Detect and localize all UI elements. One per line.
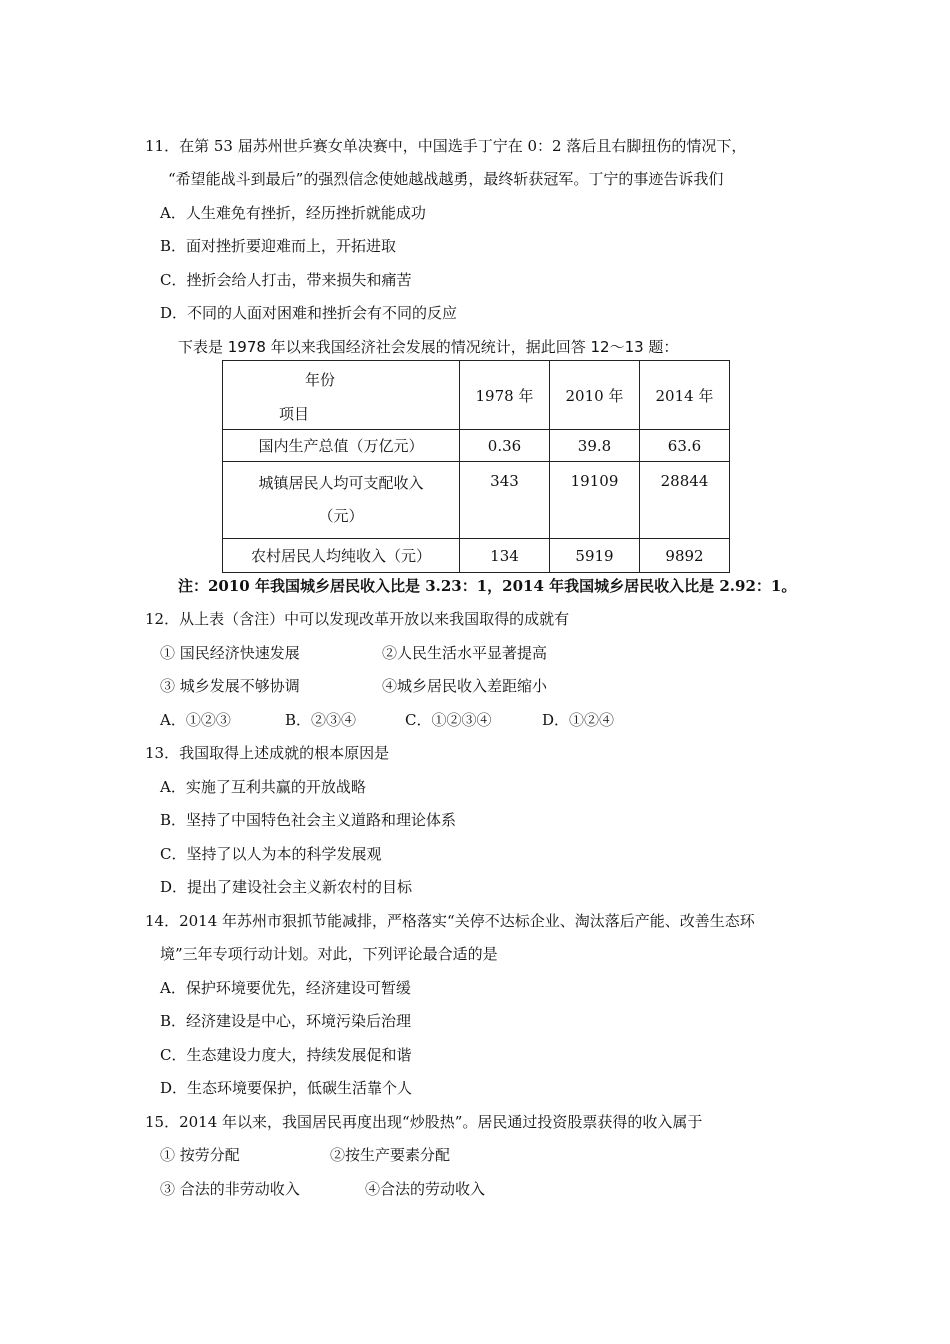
q12-choice-d: D．①②④ xyxy=(542,711,615,729)
row-label-gdp: 国内生产总值（万亿元） xyxy=(223,430,460,462)
q11-option-d: D．不同的人面对困难和挫折会有不同的反应 xyxy=(160,304,458,322)
q13-option-d: D．提出了建设社会主义新农村的目标 xyxy=(160,878,413,896)
q14-option-d: D．生态环境要保护，低碳生活靠个人 xyxy=(160,1079,413,1097)
q12-choice-c: C．①②③④ xyxy=(405,711,492,729)
q14-stem-line2: 境”三年专项行动计划。对此，下列评论最合适的是 xyxy=(160,945,498,963)
row-label-urban-income xyxy=(223,462,460,539)
table-cell: 5919 xyxy=(550,539,640,573)
q12-item-1: ① 国民经济快速发展 xyxy=(160,644,300,662)
table-header-row xyxy=(223,361,730,430)
table-note: 注：2010 年我国城乡居民收入比是 3.23：1，2014 年我国城乡居民收入比是 2.92：1。 xyxy=(178,577,797,595)
table-cell: 63.6 xyxy=(640,430,730,462)
q13-stem: 13．我国取得上述成就的根本原因是 xyxy=(145,744,390,762)
row-label-urban-line2: （元） xyxy=(318,507,364,525)
year-1978: 1978 年 xyxy=(460,361,550,430)
q15-item-1: ① 按劳分配 xyxy=(160,1146,240,1164)
q14-option-c: C．生态建设力度大，持续发展促和谐 xyxy=(160,1046,412,1064)
table-cell: 39.8 xyxy=(550,430,640,462)
table-row xyxy=(223,462,730,539)
row-label-urban-line1: 城镇居民人均可支配收入 xyxy=(258,474,424,492)
header-item-label: 项目 xyxy=(279,405,310,423)
q15-item-4: ④合法的劳动收入 xyxy=(365,1180,486,1198)
q11-option-c: C．挫折会给人打击，带来损失和痛苦 xyxy=(160,271,412,289)
table-cell: 343 xyxy=(460,462,550,539)
table-intro: 下表是 1978 年以来我国经济社会发展的情况统计，据此回答 12～13 题： xyxy=(178,338,679,356)
header-year-label: 年份 xyxy=(305,371,336,389)
stats-table xyxy=(222,360,730,573)
table-cell: 0.36 xyxy=(460,430,550,462)
q12-item-3: ③ 城乡发展不够协调 xyxy=(160,677,300,695)
q12-item-2: ②人民生活水平显著提高 xyxy=(382,644,548,662)
table-corner-header xyxy=(223,361,460,430)
table-cell: 9892 xyxy=(640,539,730,573)
q14-stem-line1: 14．2014 年苏州市狠抓节能减排，严格落实“关停不达标企业、淘汰落后产能、改善生态环 xyxy=(145,912,755,930)
q11-option-a: A．人生难免有挫折，经历挫折就能成功 xyxy=(160,204,426,222)
q14-option-a: A．保护环境要优先，经济建设可暂缓 xyxy=(160,979,411,997)
q12-item-4: ④城乡居民收入差距缩小 xyxy=(382,677,548,695)
q11-stem-line1: 11．在第 53 届苏州世乒赛女单决赛中，中国选手丁宁在 0：2 落后且右脚扭伤的情况下， xyxy=(145,137,747,155)
q12-choice-b: B．②③④ xyxy=(285,711,357,729)
table-cell: 134 xyxy=(460,539,550,573)
row-label-rural-income: 农村居民人均纯收入（元） xyxy=(223,539,460,573)
year-2010: 2010 年 xyxy=(550,361,640,430)
q14-option-b: B．经济建设是中心，环境污染后治理 xyxy=(160,1012,412,1030)
q13-option-c: C．坚持了以人为本的科学发展观 xyxy=(160,845,382,863)
table-cell: 19109 xyxy=(550,462,640,539)
year-2014: 2014 年 xyxy=(640,361,730,430)
q12-stem: 12．从上表（含注）中可以发现改革开放以来我国取得的成就有 xyxy=(145,610,570,628)
q15-item-3: ③ 合法的非劳动收入 xyxy=(160,1180,300,1198)
q13-option-a: A．实施了互利共赢的开放战略 xyxy=(160,778,366,796)
table-row xyxy=(223,539,730,573)
q11-stem-line2: “希望能战斗到最后”的强烈信念使她越战越勇，最终斩获冠军。丁宁的事迹告诉我们 xyxy=(168,170,724,188)
q12-choice-a: A．①②③ xyxy=(160,711,231,729)
q15-stem: 15．2014 年以来，我国居民再度出现“炒股热”。居民通过投资股票获得的收入属于 xyxy=(145,1113,703,1131)
table-cell: 28844 xyxy=(640,462,730,539)
q13-option-b: B．坚持了中国特色社会主义道路和理论体系 xyxy=(160,811,457,829)
q15-item-2: ②按生产要素分配 xyxy=(330,1146,451,1164)
table-row xyxy=(223,430,730,462)
q11-option-b: B．面对挫折要迎难而上，开拓进取 xyxy=(160,237,397,255)
